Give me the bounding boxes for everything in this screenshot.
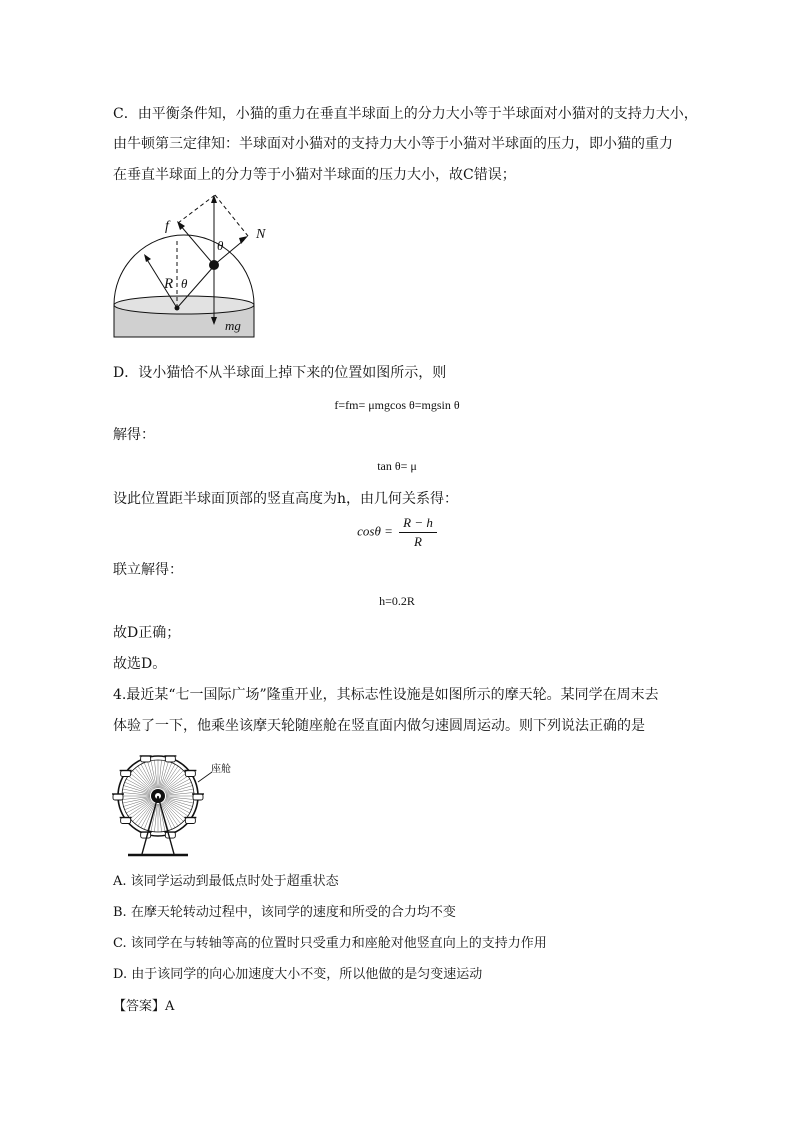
wheel-spoke: [159, 760, 162, 788]
cabin: [192, 794, 204, 800]
solve-label-2: 联立解得：: [113, 562, 183, 578]
option-a: A. 该同学运动到最低点时处于超重状态: [113, 874, 339, 889]
friction-force-arrow: [180, 225, 214, 265]
conclusion-d: 故D正确；: [113, 625, 181, 641]
cabin: [112, 794, 124, 800]
section-c-line-2: 由牛顿第三定律知：半球面对小猫对的支持力大小等于小猫对半球面的压力，即小猫的重力: [113, 136, 673, 152]
wheel-spoke: [161, 763, 172, 789]
equation-tan: tan θ= μ: [377, 459, 417, 473]
hemisphere-force-diagram: [110, 190, 290, 350]
cat-point: [209, 260, 219, 270]
equation-cos-fraction: [399, 515, 437, 550]
equation-cos-lhs: cosθ =: [357, 523, 393, 539]
cabin: [120, 770, 132, 776]
wheel-spoke: [125, 799, 151, 810]
option-c: C. 该同学在与转轴等高的位置时只受重力和座舱对他竖直向上的支持力作用: [113, 936, 547, 951]
support-leg-left: [142, 796, 158, 854]
label-f: f: [165, 219, 169, 234]
question-4-line-1: 4.最近某“七一国际广场”隆重开业，其标志性设施是如图所示的摩天轮。某同学在周末去: [113, 687, 659, 703]
wheel-spoke: [164, 802, 184, 822]
option-b: B. 在摩天轮转动过程中，该同学的速度和所受的合力均不变: [113, 905, 456, 920]
height-text: 设此位置距半球面顶部的竖直高度为h，由几何关系得：: [113, 491, 459, 507]
choice-d: 故选D。: [113, 656, 167, 672]
wheel-spoke: [166, 792, 194, 795]
section-d-intro: D．设小猫恰不从半球面上掉下来的位置如图所示，则: [113, 365, 447, 381]
cabin: [184, 770, 196, 776]
section-c-line-3: 在垂直半球面上的分力等于小猫对半球面的压力大小，故C错误；: [113, 167, 516, 183]
equation-friction: f=fm= μmgcos θ=mgsin θ: [334, 398, 460, 412]
wheel-spoke: [164, 771, 184, 791]
wheel-spoke: [166, 797, 194, 800]
wheel-spoke: [133, 771, 153, 791]
question-4-line-2: 体验了一下，他乘坐该摩天轮随座舱在竖直面内做匀速圆周运动。则下列说法正确的是: [113, 718, 645, 734]
wheel-spoke: [122, 792, 150, 795]
equation-h: h=0.2R: [379, 594, 415, 608]
support-leg-right: [158, 796, 174, 854]
wheel-spoke: [133, 802, 153, 822]
wheel-spoke: [154, 760, 157, 788]
equation-cos-denominator: R: [414, 534, 422, 549]
wheel-spoke: [122, 797, 150, 800]
parallelogram-right: [215, 195, 248, 236]
cabin: [184, 818, 196, 824]
cabin: [140, 756, 152, 762]
wheel-spoke: [165, 782, 191, 793]
answer-label: 【答案】A: [113, 999, 175, 1014]
label-N: N: [256, 227, 266, 242]
wheel-spoke: [144, 763, 155, 789]
solve-label-1: 解得：: [113, 427, 155, 443]
cabin: [140, 832, 152, 838]
ferris-wheel-figure: [112, 750, 242, 862]
equation-cos-numerator: R − h: [399, 515, 437, 533]
label-mg: mg: [225, 318, 241, 333]
hemisphere-outline: [114, 235, 254, 305]
section-c-line-1: C．由平衡条件知，小猫的重力在垂直半球面上的分力大小等于半球面对小猫对的支持力大小，: [113, 106, 698, 122]
cabin-label: 座舱: [211, 764, 231, 775]
cabin: [120, 818, 132, 824]
option-d: D. 由于该同学的向心加速度大小不变，所以他做的是匀变速运动: [113, 967, 483, 982]
cabin: [164, 832, 176, 838]
cabin-pointer-line: [198, 772, 212, 782]
cabin: [164, 756, 176, 762]
label-R: R: [164, 276, 174, 292]
wheel-spoke: [125, 782, 151, 793]
friction-arrowhead: [177, 221, 185, 230]
radius-arrowhead: [144, 254, 151, 262]
container-rim: [114, 296, 254, 314]
equation-cos: [0, 515, 794, 550]
label-theta-bottom: θ: [181, 276, 188, 291]
wheel-spoke: [165, 799, 191, 810]
parallelogram-top: [178, 195, 215, 223]
label-theta-top: θ: [217, 238, 224, 253]
